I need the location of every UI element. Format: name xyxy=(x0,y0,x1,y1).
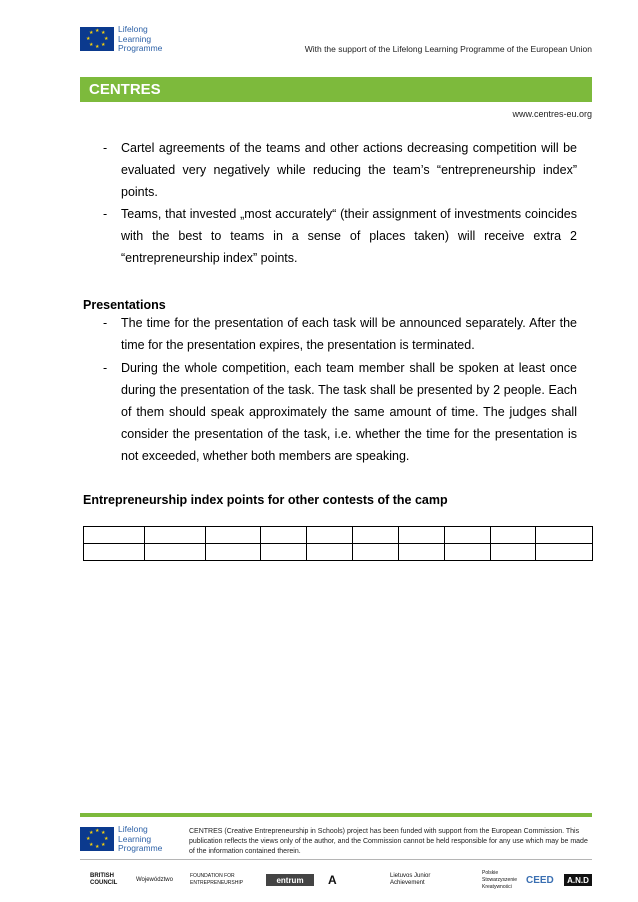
partner-logo-junior-achievement: Lietuvos Junior Achievement xyxy=(390,873,431,886)
table-cell xyxy=(536,544,593,561)
table-cell xyxy=(84,544,145,561)
table-cell xyxy=(353,527,399,544)
footer-rule xyxy=(80,859,592,860)
list-dash: - xyxy=(103,141,108,155)
list-item: The time for the presentation of each task will be announced separately. After the time for the presentation expires, the presentation is terminated. xyxy=(121,316,577,352)
partner-logo-ceed: CEED xyxy=(526,874,554,886)
title-banner xyxy=(80,77,592,102)
table-cell xyxy=(206,544,261,561)
partner-logo-and: A.N.D xyxy=(564,874,592,886)
list-dash: - xyxy=(103,361,108,375)
partner-logo-foundation: FOUNDATION FOR ENTREPRENEURSHIP xyxy=(190,873,244,886)
table-cell xyxy=(307,527,353,544)
table-cell xyxy=(445,527,491,544)
table-cell xyxy=(353,544,399,561)
table-cell xyxy=(84,527,145,544)
footer-disclaimer: CENTRES (Creative Entrepreneurship in Schools) project has been funded with support from the European Commission. This publication reflects the views only of the author, and the Commission cannot be held responsible for any use which may be made of the information contained therein. xyxy=(189,828,588,855)
support-text: With the support of the Lifelong Learning Programme of the European Union xyxy=(304,44,592,54)
table-cell xyxy=(145,544,206,561)
table-cell xyxy=(491,527,536,544)
table-cell xyxy=(491,544,536,561)
table-row xyxy=(84,544,593,561)
partner-logo-wojewodztwo: Województwo xyxy=(136,876,173,883)
table-cell xyxy=(399,544,445,561)
list-item: Teams, that invested „most accurately“ (their assignment of investments coincides with the best to teams in a sense of places taken) will receive extra 2 “entrepreneurship index” points. xyxy=(121,207,577,265)
banner-title: CENTRES xyxy=(89,81,161,98)
table-cell xyxy=(536,527,593,544)
table-cell xyxy=(261,544,307,561)
website-link[interactable]: www.centres-eu.org xyxy=(512,109,592,119)
table-cell xyxy=(399,527,445,544)
table-cell xyxy=(307,544,353,561)
eu-flag-icon: ★ ★ ★ ★ ★ ★ ★ ★ xyxy=(80,827,114,851)
llp-logo-text: Lifelong Learning Programme xyxy=(118,824,163,853)
list-dash: - xyxy=(103,207,108,221)
partner-logos xyxy=(80,870,595,890)
llp-logo-footer xyxy=(80,825,175,855)
list-item: Cartel agreements of the teams and other actions decreasing competition will be evaluated very negatively while reducing the team’s “entrepreneurship index” points. xyxy=(121,141,577,199)
footer-divider xyxy=(80,813,592,817)
table-cell xyxy=(445,544,491,561)
list-item: During the whole competition, each team member shall be spoken at least once during the presentation of the task. The task shall be presented by 2 people. Each of them should speak approximately the same amount of time. The judges shall consider the presentation of the task, i.e. whether the time for the presentation is not exceeded, whether both members are speaking. xyxy=(121,361,577,463)
table-cell xyxy=(145,527,206,544)
partner-logo-entrum: entrum xyxy=(266,874,314,886)
table-cell xyxy=(261,527,307,544)
table-cell xyxy=(206,527,261,544)
partner-logo-pst: Polskie Stowarzyszenie Kreatywności xyxy=(482,869,518,890)
list-dash: - xyxy=(103,316,108,330)
llp-logo-text: Lifelong Learning Programme xyxy=(118,24,163,53)
llp-logo xyxy=(80,25,175,55)
partner-logo-british-council: BRITISH COUNCIL xyxy=(90,873,118,886)
index-heading: Entrepreneurship index points for other contests of the camp xyxy=(83,493,448,507)
eu-flag-icon: ★ ★ ★ ★ ★ ★ ★ ★ xyxy=(80,27,114,51)
table-row xyxy=(84,527,593,544)
points-table xyxy=(83,526,593,561)
presentations-heading: Presentations xyxy=(83,298,166,312)
partner-logo-a: A xyxy=(328,872,337,887)
